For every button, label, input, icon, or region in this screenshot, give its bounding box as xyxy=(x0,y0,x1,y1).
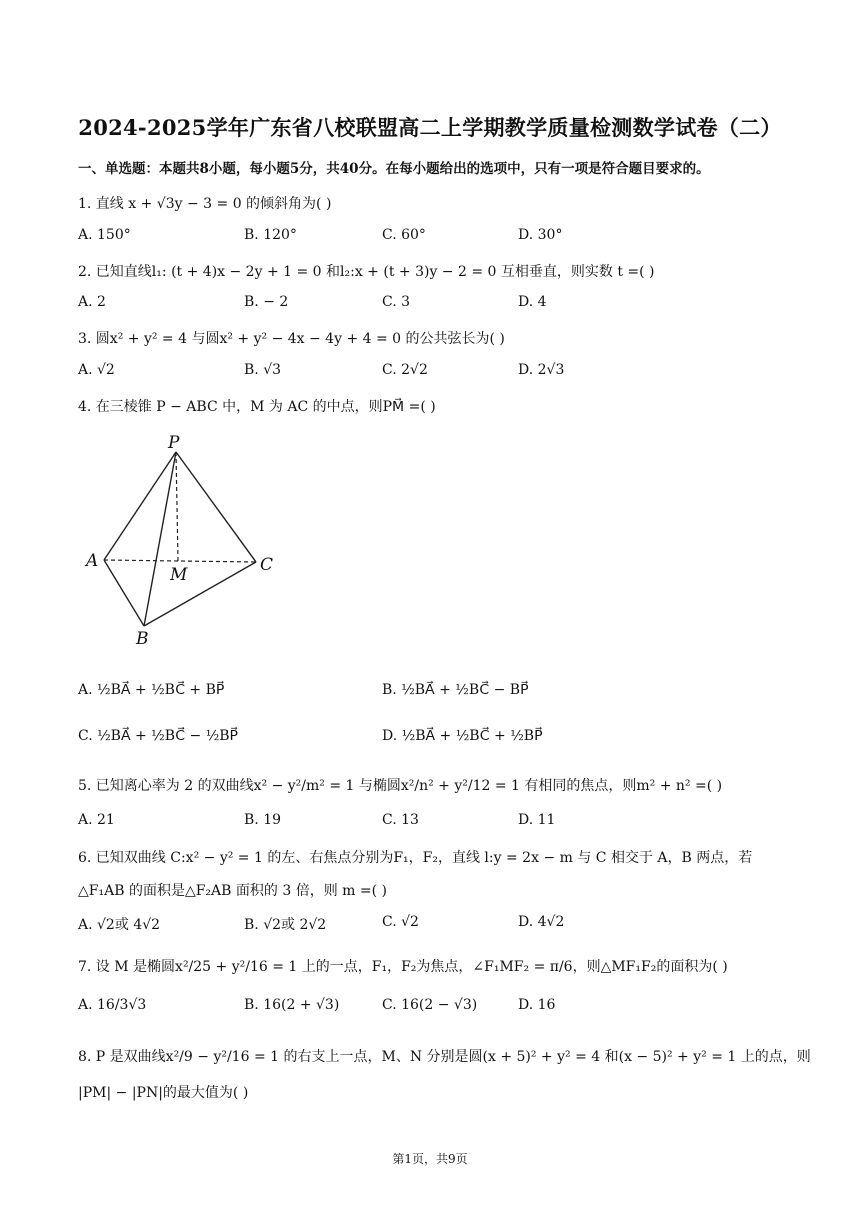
label-b: B xyxy=(136,629,149,648)
question-6-stem-cont: △F₁AB 的面积是△F₂AB 面积的 3 倍，则 m =( ) xyxy=(78,883,387,899)
page-title: 2024-2025学年广东省八校联盟高二上学期教学质量检测数学试卷（二） xyxy=(78,115,782,140)
q3-option-a: A. √2 xyxy=(78,362,115,378)
edge-pa xyxy=(104,452,176,560)
section-heading: 一、单选题：本题共8小题，每小题5分，共40分。在每小题给出的选项中，只有一项是符合题目要求的。 xyxy=(78,161,710,177)
edge-pb xyxy=(144,452,176,626)
q6-option-b: B. √2或 2√2 xyxy=(244,917,327,933)
q5-option-c: C. 13 xyxy=(382,812,419,828)
edge-ac-hidden xyxy=(104,560,256,562)
label-a: A xyxy=(86,551,99,571)
page-footer: 第1页，共9页 xyxy=(392,1152,468,1166)
q4-option-a: A. ½BA⃗ + ½BC⃗ + BP⃗ xyxy=(78,682,225,698)
q1-option-d: D. 30° xyxy=(518,227,563,243)
q3-option-c: C. 2√2 xyxy=(382,362,428,378)
q3-option-b: B. √3 xyxy=(244,362,282,378)
q3-option-d: D. 2√3 xyxy=(518,362,565,378)
q5-option-a: A. 21 xyxy=(78,812,115,828)
q4-option-c: C. ½BA⃗ + ½BC⃗ − ½BP⃗ xyxy=(78,728,239,744)
q5-option-d: D. 11 xyxy=(518,812,556,828)
q7-option-c: C. 16(2 − √3) xyxy=(382,997,478,1013)
q6-option-a: A. √2或 4√2 xyxy=(78,917,161,933)
question-6-stem: 6. 已知双曲线 C:x² − y² = 1 的左、右焦点分别为F₁，F₂，直线 l:y = 2x − m 与 C 相交于 A，B 两点，若 xyxy=(78,850,753,866)
q2-option-c: C. 3 xyxy=(382,294,411,310)
question-2-stem: 2. 已知直线l₁: (t + 4)x − 2y + 1 = 0 和l₂:x + (t + 3)y − 2 = 0 互相垂直，则实数 t =( ) xyxy=(78,264,655,280)
question-4-stem: 4. 在三棱锥 P − ABC 中，M 为 AC 的中点，则PM⃗ =( ) xyxy=(78,399,436,415)
q1-option-a: A. 150° xyxy=(78,227,131,243)
edge-pc xyxy=(176,452,256,562)
question-8-stem: 8. P 是双曲线x²/9 − y²/16 = 1 的右支上一点，M、N 分别是圆(x + 5)² + y² = 4 和(x − 5)² + y² = 1 上的点，则 xyxy=(78,1049,811,1065)
q7-option-d: D. 16 xyxy=(518,997,556,1013)
edge-bc xyxy=(144,562,256,626)
segment-pm-hidden xyxy=(176,452,178,561)
q7-option-b: B. 16(2 + √3) xyxy=(244,997,340,1013)
q7-option-a: A. 16/3√3 xyxy=(78,997,147,1013)
q1-option-b: B. 120° xyxy=(244,227,297,243)
edge-ab xyxy=(104,560,144,626)
label-m: M xyxy=(170,565,188,585)
q5-option-b: B. 19 xyxy=(244,812,282,828)
tetrahedron-figure xyxy=(78,428,288,648)
label-c: C xyxy=(260,555,274,575)
q4-option-b: B. ½BA⃗ + ½BC⃗ − BP⃗ xyxy=(382,682,529,698)
question-1-stem: 1. 直线 x + √3y − 3 = 0 的倾斜角为( ) xyxy=(78,196,332,212)
question-3-stem: 3. 圆x² + y² = 4 与圆x² + y² − 4x − 4y + 4 = 0 的公共弦长为( ) xyxy=(78,331,505,347)
question-5-stem: 5. 已知离心率为 2 的双曲线x² − y²/m² = 1 与椭圆x²/n² + y²/12 = 1 有相同的焦点，则m² + n² =( ) xyxy=(78,778,723,794)
q2-option-b: B. − 2 xyxy=(244,294,289,310)
q6-option-d: D. 4√2 xyxy=(518,914,565,930)
label-p: P xyxy=(168,433,180,453)
q4-option-d: D. ½BA⃗ + ½BC⃗ + ½BP⃗ xyxy=(382,728,543,744)
q6-option-c: C. √2 xyxy=(382,914,419,930)
q1-option-c: C. 60° xyxy=(382,227,426,243)
question-7-stem: 7. 设 M 是椭圆x²/25 + y²/16 = 1 上的一点，F₁，F₂为焦点，∠F₁MF₂ = π/6，则△MF₁F₂的面积为( ) xyxy=(78,959,728,975)
q2-option-a: A. 2 xyxy=(78,294,106,310)
q2-option-d: D. 4 xyxy=(518,294,547,310)
question-8-stem-cont: |PM| − |PN|的最大值为( ) xyxy=(78,1085,249,1101)
